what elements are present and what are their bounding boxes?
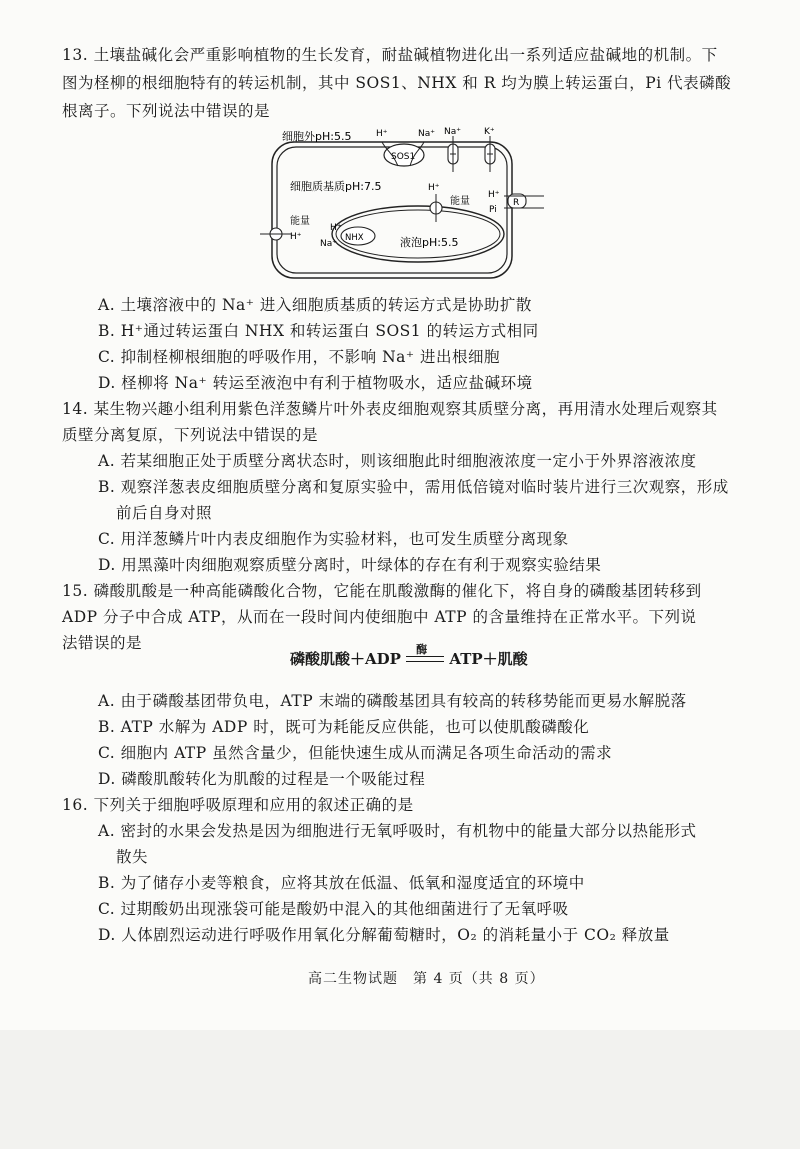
q14-option-b-line2: 前后自身对照 bbox=[116, 504, 213, 522]
q13-option-d: D. 柽柳将 Na⁺ 转运至液泡中有利于植物吸水，适应盐碱环境 bbox=[98, 374, 533, 392]
q15-stem-line3: 法错误的是 bbox=[62, 634, 143, 652]
page-footer: 高二生物试题 第 4 页（共 8 页） bbox=[308, 971, 545, 987]
q13-stem-line3: 根离子。下列说法中错误的是 bbox=[62, 102, 271, 120]
label-outside-ph: 细胞外pH:5.5 bbox=[282, 130, 352, 143]
q14-option-c: C. 用洋葱鳞片叶内表皮细胞作为实验材料，也可发生质壁分离现象 bbox=[98, 530, 569, 548]
nhx-label: NHX bbox=[345, 233, 364, 243]
nhx-na-label: Na⁺ bbox=[320, 239, 337, 249]
pump-h-label: H⁺ bbox=[428, 183, 440, 193]
left-pump-energy-label: 能量 bbox=[290, 216, 310, 227]
q14-stem-line1: 14. 某生物兴趣小组利用紫色洋葱鳞片叶外表皮细胞观察其质壁分离，再用清水处理后观察其 bbox=[62, 400, 718, 418]
pump-energy-label: 能量 bbox=[450, 196, 470, 207]
q15-option-a: A. 由于磷酸基团带负电，ATP 末端的磷酸基团具有较高的转移势能而更易水解脱落 bbox=[98, 692, 687, 710]
sos1-na-label: Na⁺ bbox=[418, 129, 435, 139]
na-channel-label: Na⁺ bbox=[444, 127, 461, 137]
root-cell-transport-diagram bbox=[258, 122, 548, 287]
q13-stem-line2: 图为柽柳的根细胞特有的转运机制，其中 SOS1、NHX 和 R 均为膜上转运蛋白，Pi 代表磷酸 bbox=[62, 74, 732, 92]
sos1-h-label: H⁺ bbox=[376, 129, 388, 139]
q14-option-b-line1: B. 观察洋葱表皮细胞质壁分离和复原实验中，需用低倍镜对临时装片进行三次观察，形成 bbox=[98, 478, 729, 496]
sos1-label: SOS1 bbox=[391, 152, 416, 162]
k-channel-label: K⁺ bbox=[484, 127, 495, 137]
creatine-phosphate-equation bbox=[290, 643, 528, 669]
label-vacuole-ph: 液泡pH:5.5 bbox=[400, 236, 459, 249]
enzyme-label: 酶 bbox=[416, 643, 428, 656]
q13-option-a: A. 土壤溶液中的 Na⁺ 进入细胞质基质的转运方式是协助扩散 bbox=[98, 296, 532, 314]
q15-option-d: D. 磷酸肌酸转化为肌酸的过程是一个吸能过程 bbox=[98, 770, 426, 788]
q16-option-d: D. 人体剧烈运动进行呼吸作用氧化分解葡萄糖时，O₂ 的消耗量小于 CO₂ 释放量 bbox=[98, 926, 670, 944]
q16-stem: 16. 下列关于细胞呼吸原理和应用的叙述正确的是 bbox=[62, 796, 414, 814]
equation-left: 磷酸肌酸＋ADP bbox=[290, 650, 401, 668]
r-label: R bbox=[513, 198, 520, 208]
cell-membrane-inner bbox=[277, 147, 507, 273]
left-pump-h-label: H⁺ bbox=[290, 232, 302, 242]
q15-stem-line2: ADP 分子中合成 ATP，从而在一段时间内使细胞中 ATP 的含量维持在正常水平。下列说 bbox=[62, 608, 697, 626]
r-h-label: H⁺ bbox=[488, 190, 500, 200]
q16-option-a-line1: A. 密封的水果会发热是因为细胞进行无氧呼吸时，有机物中的能量大部分以热能形式 bbox=[98, 822, 697, 840]
q15-option-c: C. 细胞内 ATP 虽然含量少，但能快速生成从而满足各项生命活动的需求 bbox=[98, 744, 613, 762]
label-cytoplasm-ph: 细胞质基质pH:7.5 bbox=[290, 180, 382, 193]
q14-option-d: D. 用黑藻叶肉细胞观察质壁分离时，叶绿体的存在有利于观察实验结果 bbox=[98, 556, 602, 574]
q14-stem-line2: 质壁分离复原，下列说法中错误的是 bbox=[62, 426, 319, 444]
reversible-arrow bbox=[406, 643, 444, 667]
q13-option-c: C. 抑制柽柳根细胞的呼吸作用，不影响 Na⁺ 进出根细胞 bbox=[98, 348, 501, 366]
q13-option-b: B. H⁺通过转运蛋白 NHX 和转运蛋白 SOS1 的转运方式相同 bbox=[98, 322, 539, 340]
r-pi-label: Pi bbox=[489, 205, 497, 215]
nhx-h-label: H⁺ bbox=[330, 223, 342, 233]
page-lower-margin bbox=[0, 1030, 800, 1149]
q15-stem-line1: 15. 磷酸肌酸是一种高能磷酸化合物，它能在肌酸激酶的催化下，将自身的磷酸基团转移到 bbox=[62, 582, 702, 600]
q14-option-a: A. 若某细胞正处于质壁分离状态时，则该细胞此时细胞液浓度一定小于外界溶液浓度 bbox=[98, 452, 697, 470]
q15-option-b: B. ATP 水解为 ADP 时，既可为耗能反应供能，也可以使肌酸磷酸化 bbox=[98, 718, 590, 736]
q16-option-a-line2: 散失 bbox=[116, 848, 149, 866]
q16-option-c: C. 过期酸奶出现涨袋可能是酸奶中混入的其他细菌进行了无氧呼吸 bbox=[98, 900, 569, 918]
q16-option-b: B. 为了储存小麦等粮食，应将其放在低温、低氧和湿度适宜的环境中 bbox=[98, 874, 585, 892]
equation-right: ATP＋肌酸 bbox=[449, 650, 528, 668]
q13-stem-line1: 13. 土壤盐碱化会严重影响植物的生长发育，耐盐碱植物进化出一系列适应盐碱地的机制。下 bbox=[62, 46, 718, 64]
